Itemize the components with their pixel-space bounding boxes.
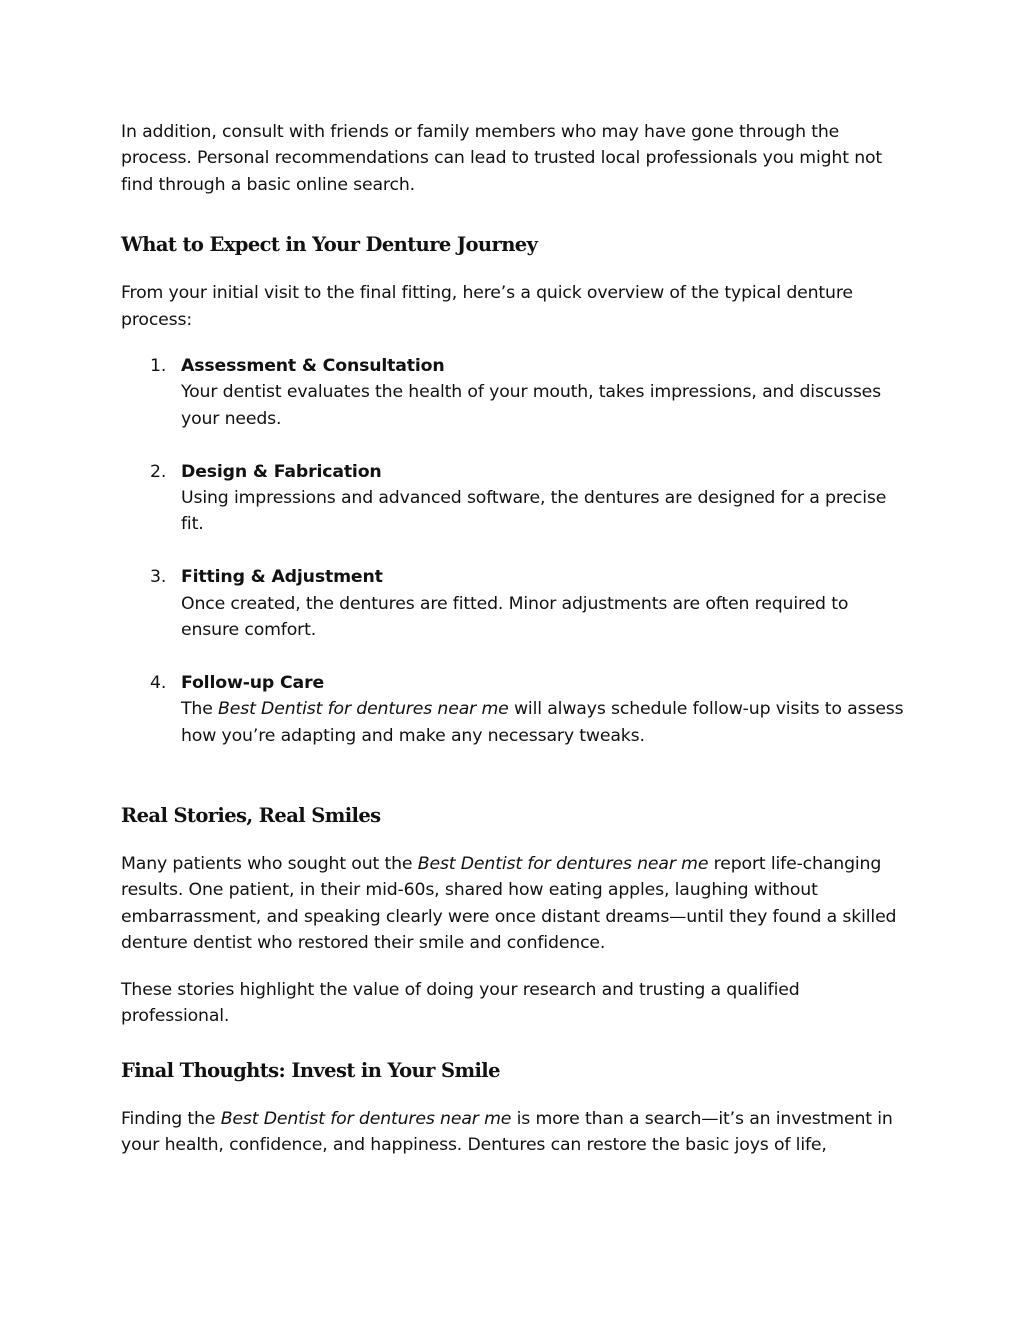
keyword-emphasis: Best Dentist for dentures near me [220,1108,512,1129]
journey-intro-paragraph: From your initial visit to the final fitting, here’s a quick overview of the typical denture process: [121,283,853,330]
journey-steps-list [121,353,911,749]
stories-heading: Real Stories, Real Smiles [121,804,381,828]
step-description [181,696,911,749]
final-paragraph [121,1106,911,1159]
stories-paragraph [121,851,911,957]
step-number: 4. [150,672,167,693]
stories-paragraph-end: report life-changing results. One patient, in their mid-60s, shared how eating apples, laughing without embarrassment, and speaking clearly were once distant dreams—until they found a skilled denture dentist who restored their smile and confidence. [121,854,897,954]
keyword-emphasis: Best Dentist for dentures near me [417,854,709,875]
final-heading: Final Thoughts: Invest in Your Smile [121,1058,500,1082]
step-number: 3. [150,567,167,588]
final-paragraph-start: Finding the [121,1108,221,1129]
stories-paragraph-start: Many patients who sought out the [121,854,418,875]
document-page [121,119,911,1158]
intro-paragraph: In addition, consult with friends or family members who may have gone through the process. Personal recommendations can lead to trusted local professionals you might not find through a basic online search. [121,122,883,195]
step-title: Fitting & Adjustment [181,567,383,588]
step-description-end: will always schedule follow-up visits to assess how you’re adapting and make any necessary tweaks. [181,699,904,746]
keyword-emphasis: Best Dentist for dentures near me [218,699,509,720]
journey-heading: What to Expect in Your Denture Journey [121,233,538,257]
step-description: Your dentist evaluates the health of your mouth, takes impressions, and discusses your needs. [181,382,882,429]
step-description: Once created, the dentures are fitted. Minor adjustments are often required to ensure comfort. [181,593,849,641]
final-paragraph-end: is more than a search—it’s an investment in your health, confidence, and happiness. Dentures can restore the basic joys of life, [121,1108,893,1155]
stories-summary-paragraph: These stories highlight the value of doing your research and trusting a qualified professional. [121,979,800,1027]
step-description: Using impressions and advanced software, the dentures are designed for a precise fit. [181,488,887,535]
step-title: Follow-up Care [181,672,325,693]
list-item [121,353,911,432]
step-title: Design & Fabrication [181,461,382,482]
step-description-start: The [181,699,219,720]
step-number: 1. [150,356,167,377]
list-item [121,670,911,749]
step-number: 2. [150,461,167,482]
step-title: Assessment & Consultation [181,356,445,377]
list-item [121,564,911,643]
list-item [121,459,911,538]
